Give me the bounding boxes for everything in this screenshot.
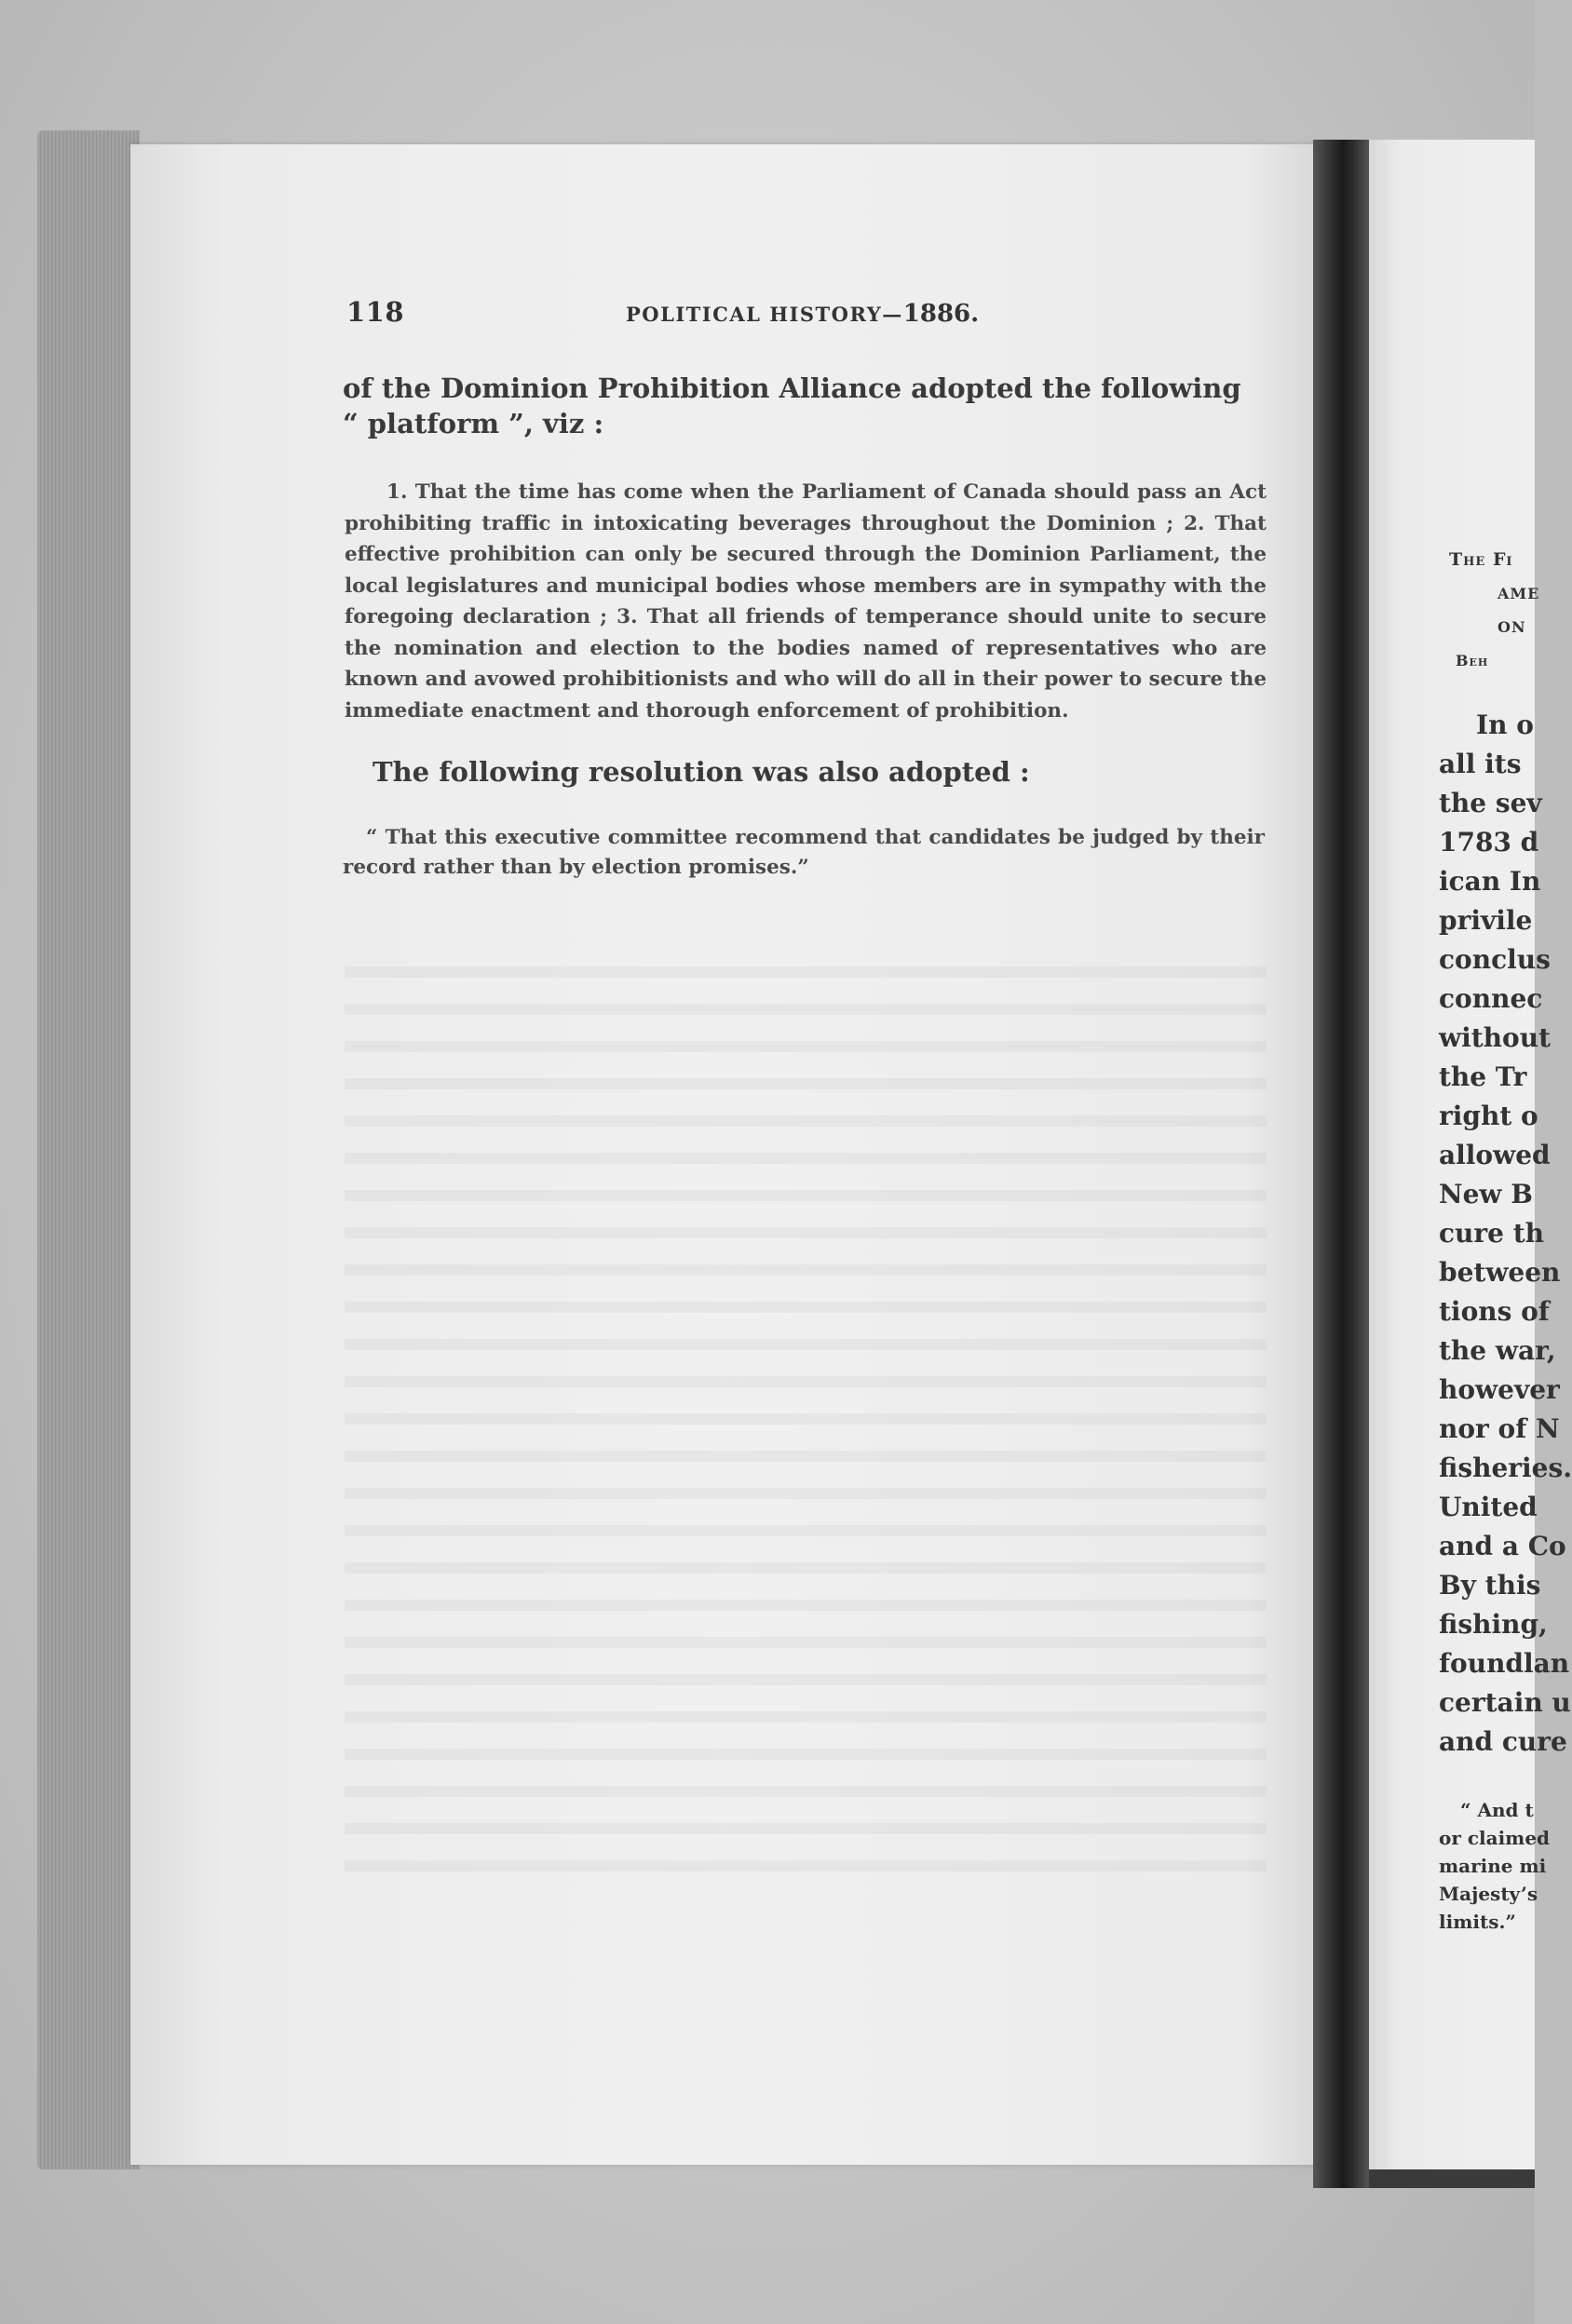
right-page-subheading: ON — [1497, 618, 1526, 636]
right-page-body-line: fishing, — [1439, 1609, 1548, 1640]
lead-paragraph: of the Dominion Prohibition Alliance adopted the following “ platform ”, viz : — [343, 372, 1241, 439]
running-head — [626, 300, 979, 328]
resolution-quote: “ That this executive committee recommend that candidates be judged by their record rather than by election promises.” — [343, 826, 1265, 879]
right-page-body-line: between — [1439, 1257, 1561, 1288]
right-page-body-line: right o — [1439, 1101, 1538, 1131]
right-page-subheading: AME — [1497, 585, 1540, 602]
right-page-body-line: 1783 d — [1439, 827, 1539, 858]
right-page-body-line: By this — [1439, 1570, 1541, 1601]
right-page-footnote-line: limits.” — [1439, 1911, 1516, 1933]
bleed-through-texture — [345, 940, 1267, 1871]
right-page-body-line: privile — [1439, 905, 1533, 936]
running-head-title: POLITICAL HISTORY— — [626, 303, 903, 326]
right-page-body-line: foundlan — [1439, 1648, 1570, 1679]
right-page-body-line: all its — [1439, 749, 1522, 779]
right-page-shadow — [1369, 2169, 1535, 2188]
running-head-year: 1886. — [902, 300, 980, 328]
right-page-subheading: Beh — [1456, 652, 1489, 669]
right-page-footnote-line: or claimed — [1439, 1827, 1551, 1849]
right-page-body-line: New B — [1439, 1179, 1533, 1209]
right-page-body-line: the Tr — [1439, 1061, 1527, 1092]
right-page-body-line: United — [1439, 1492, 1538, 1522]
right-page-body-line: cure th — [1439, 1218, 1545, 1249]
right-page-footnote-line: marine mi — [1439, 1855, 1547, 1877]
right-page-footnote-line: Majesty’s — [1439, 1883, 1538, 1905]
book-page-edges — [37, 130, 140, 2169]
resolution-intro: The following resolution was also adopted : — [373, 756, 1030, 788]
right-page-body-line: In o — [1476, 709, 1534, 740]
right-page-body-line: the war, — [1439, 1335, 1556, 1366]
right-page-body-line: certain u — [1439, 1687, 1571, 1718]
right-page-body-line: connec — [1439, 983, 1543, 1014]
right-page-body-line: conclus — [1439, 944, 1551, 975]
page-number: 118 — [346, 296, 405, 328]
right-page-body-line: ican In — [1439, 866, 1541, 897]
right-page-body-line: fisheries. — [1439, 1452, 1572, 1483]
right-page-body-line: however — [1439, 1374, 1560, 1405]
platform-text: 1. That the time has come when the Parliament of Canada should pass an Act prohibiting traffic in intoxicating beverages throughout the Dominion ; 2. That effective prohibition can only be secured through the Dominion Parliament, the local legislatures and municipal bodies whose members are in sympathy with the foregoing declaration ; 3. That all friends of temperance should unite to secure the nomination and election to the bodies named of representatives who are known and avowed prohibitionists and who will do all in their power to secure the immediate enactment and thorough enforcement of prohibition. — [345, 480, 1267, 723]
right-page-body-line: without — [1439, 1022, 1551, 1053]
right-page-heading: The Fi — [1449, 549, 1513, 570]
right-page-body-line: allowed — [1439, 1140, 1551, 1170]
right-page-body-line: and cure — [1439, 1726, 1567, 1757]
right-page-body-line: and a Co — [1439, 1531, 1566, 1561]
right-page-body-line: the sev — [1439, 788, 1542, 818]
right-page-footnote-line: “ And t — [1460, 1799, 1534, 1821]
right-page-body-line: tions of — [1439, 1296, 1550, 1327]
right-page-body-line: nor of N — [1439, 1413, 1560, 1444]
